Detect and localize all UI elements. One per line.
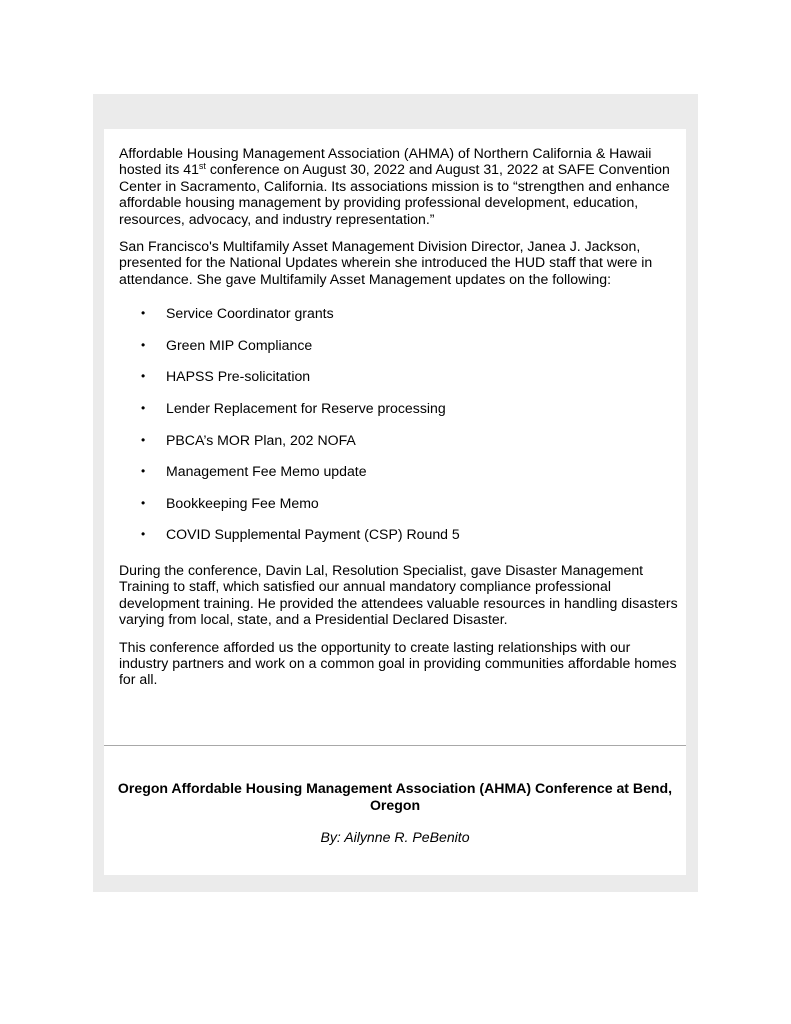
next-section-title: Oregon Affordable Housing Management Association (AHMA) Conference at Bend, Oregon [117,780,673,813]
list-item [119,425,679,457]
bullet-icon: • [141,401,146,416]
paragraph-intro [119,145,679,227]
list-item [119,393,679,425]
paragraph-intro-part2: conference on August 30, 2022 and August 31, 2022 at SAFE Convention Center in Sacramento, California. Its associations mission is to “strengthen and enhance affordable housing management by providing professional development, education, resources, advocacy, and industry representation.” [119,161,670,227]
next-section-byline: By: Ailynne R. PeBenito [320,829,470,845]
bullet-icon: • [141,527,146,542]
list-item-text: Management Fee Memo update [166,463,367,480]
bullet-icon: • [141,464,146,479]
bullet-icon: • [141,369,146,384]
paragraph-closing: This conference afforded us the opportunity to create lasting relationships with our industry partners and work on a common goal in providing communities affordable homes for all. [119,638,677,688]
list-item-text: Green MIP Compliance [166,336,313,353]
list-item-text: Lender Replacement for Reserve processing [166,400,446,417]
list-item-text: Service Coordinator grants [166,305,334,322]
ordinal-suffix: st [198,161,206,172]
paragraph-intro-part1: Affordable Housing Management Association (AHMA) of Northern California & Hawaii hosted its 41 [119,145,652,178]
bullet-icon: • [141,495,146,510]
bullet-icon: • [141,337,146,352]
list-item-text: PBCA’s MOR Plan, 202 NOFA [166,431,356,448]
bullet-icon: • [141,432,146,447]
paragraph-training: During the conference, Davin Lal, Resolution Specialist, gave Disaster Management Training to staff, which satisfied our annual mandatory compliance professional development training. He provided the attendees valuable resources in handling disasters varying from local, state, and a Presidential Declared Disaster. [119,562,678,628]
list-item [119,488,679,520]
list-item [119,361,679,393]
article-body [119,145,679,699]
list-item [119,456,679,488]
list-item-text: Bookkeeping Fee Memo [166,494,319,511]
list-item-text: HAPSS Pre-solicitation [166,368,311,385]
list-item-text: COVID Supplemental Payment (CSP) Round 5 [166,526,460,543]
list-item [119,519,679,551]
list-item [119,298,679,330]
list-item [119,330,679,362]
section-divider [104,745,686,746]
updates-list [119,298,679,551]
paragraph-updates: San Francisco's Multifamily Asset Management Division Director, Janea J. Jackson, presented for the National Updates wherein she introduced the HUD staff that were in attendance. She gave Multifamily Asset Management updates on the following: [119,238,653,287]
bullet-icon: • [141,306,146,321]
